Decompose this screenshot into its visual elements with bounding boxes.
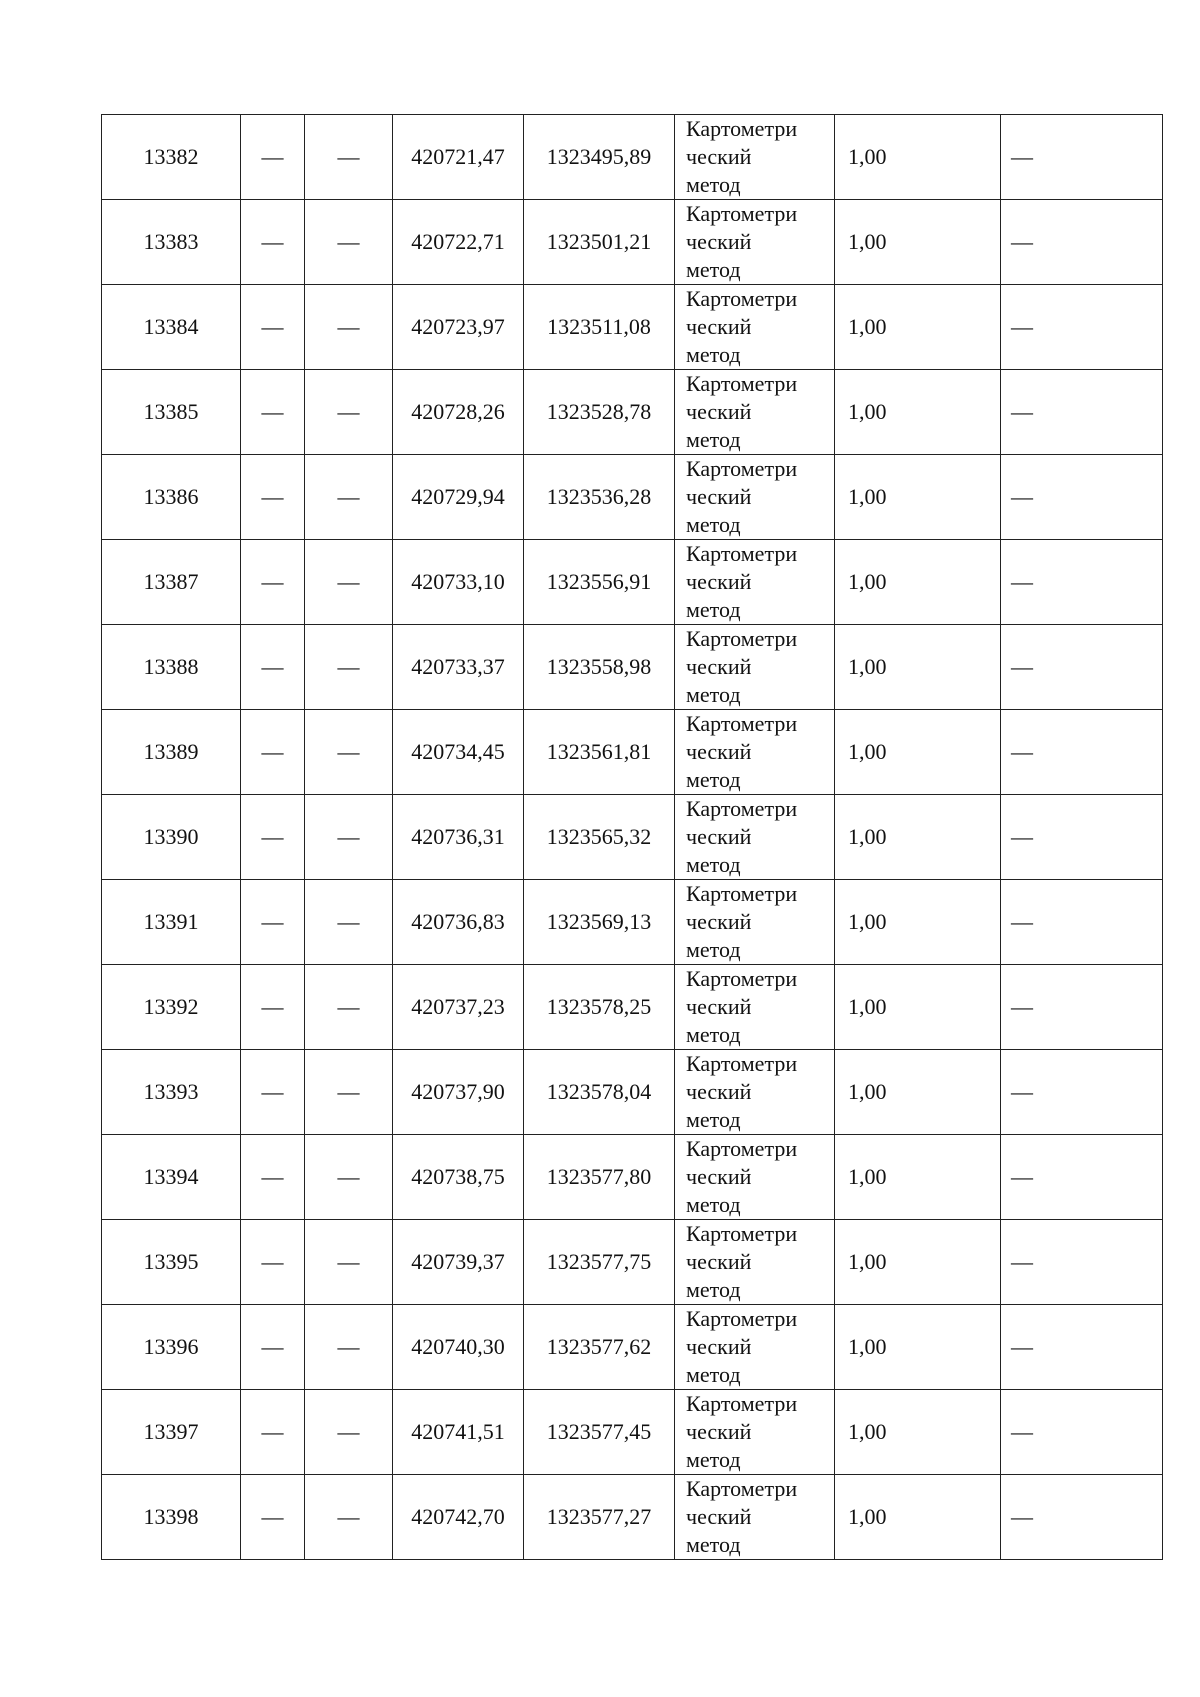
- accuracy-cell: 1,00: [835, 285, 1001, 370]
- x-coordinate-cell: 420738,75: [393, 1135, 524, 1220]
- accuracy-cell: 1,00: [835, 625, 1001, 710]
- method-line: ческий: [686, 1334, 752, 1359]
- accuracy-cell: 1,00: [835, 1475, 1001, 1560]
- method-line: ческий: [686, 909, 752, 934]
- method-line: метод: [686, 1362, 741, 1387]
- y-coordinate-cell: 1323577,62: [524, 1305, 675, 1390]
- y-coordinate-cell: 1323578,04: [524, 1050, 675, 1135]
- y-coordinate-cell: 1323565,32: [524, 795, 675, 880]
- x-coordinate-cell: 420729,94: [393, 455, 524, 540]
- empty-cell-2: —: [241, 285, 305, 370]
- method-line: Картометри: [686, 116, 798, 141]
- empty-cell-3: —: [305, 795, 393, 880]
- method-cell: [675, 965, 835, 1050]
- accuracy-cell: 1,00: [835, 200, 1001, 285]
- method-line: ческий: [686, 399, 752, 424]
- method-line: ческий: [686, 739, 752, 764]
- x-coordinate-cell: 420739,37: [393, 1220, 524, 1305]
- empty-cell-3: —: [305, 710, 393, 795]
- method-line: метод: [686, 767, 741, 792]
- table-row: [102, 625, 1163, 710]
- method-cell: [675, 455, 835, 540]
- method-line: метод: [686, 172, 741, 197]
- point-number-cell: 13393: [102, 1050, 241, 1135]
- x-coordinate-cell: 420737,90: [393, 1050, 524, 1135]
- accuracy-cell: 1,00: [835, 540, 1001, 625]
- method-cell: [675, 1220, 835, 1305]
- method-line: ческий: [686, 484, 752, 509]
- method-line: ческий: [686, 824, 752, 849]
- method-cell: [675, 710, 835, 795]
- point-number-cell: 13396: [102, 1305, 241, 1390]
- empty-cell-3: —: [305, 1305, 393, 1390]
- method-line: ческий: [686, 314, 752, 339]
- method-line: метод: [686, 512, 741, 537]
- x-coordinate-cell: 420734,45: [393, 710, 524, 795]
- table-row: [102, 115, 1163, 200]
- empty-cell-2: —: [241, 1305, 305, 1390]
- x-coordinate-cell: 420723,97: [393, 285, 524, 370]
- accuracy-cell: 1,00: [835, 795, 1001, 880]
- empty-cell-2: —: [241, 1220, 305, 1305]
- method-line: ческий: [686, 1164, 752, 1189]
- empty-cell-8: —: [1001, 370, 1163, 455]
- method-line: ческий: [686, 994, 752, 1019]
- empty-cell-2: —: [241, 1475, 305, 1560]
- empty-cell-8: —: [1001, 540, 1163, 625]
- empty-cell-3: —: [305, 625, 393, 710]
- method-cell: [675, 880, 835, 965]
- method-line: Картометри: [686, 1136, 798, 1161]
- accuracy-cell: 1,00: [835, 115, 1001, 200]
- method-cell: [675, 1050, 835, 1135]
- empty-cell-2: —: [241, 1135, 305, 1220]
- method-line: метод: [686, 1447, 741, 1472]
- method-line: ческий: [686, 229, 752, 254]
- accuracy-cell: 1,00: [835, 1390, 1001, 1475]
- table-row: [102, 795, 1163, 880]
- empty-cell-3: —: [305, 200, 393, 285]
- method-line: Картометри: [686, 626, 798, 651]
- empty-cell-8: —: [1001, 880, 1163, 965]
- empty-cell-3: —: [305, 455, 393, 540]
- method-line: ческий: [686, 1419, 752, 1444]
- accuracy-cell: 1,00: [835, 455, 1001, 540]
- method-line: Картометри: [686, 1391, 798, 1416]
- empty-cell-8: —: [1001, 1220, 1163, 1305]
- x-coordinate-cell: 420728,26: [393, 370, 524, 455]
- method-line: метод: [686, 257, 741, 282]
- method-line: Картометри: [686, 371, 798, 396]
- coordinates-table: [101, 114, 1163, 1560]
- point-number-cell: 13394: [102, 1135, 241, 1220]
- method-line: ческий: [686, 144, 752, 169]
- empty-cell-3: —: [305, 540, 393, 625]
- method-line: ческий: [686, 569, 752, 594]
- method-line: Картометри: [686, 541, 798, 566]
- point-number-cell: 13382: [102, 115, 241, 200]
- table-row: [102, 285, 1163, 370]
- empty-cell-2: —: [241, 625, 305, 710]
- empty-cell-3: —: [305, 370, 393, 455]
- table-row: [102, 200, 1163, 285]
- x-coordinate-cell: 420740,30: [393, 1305, 524, 1390]
- point-number-cell: 13386: [102, 455, 241, 540]
- method-cell: [675, 1305, 835, 1390]
- table-row: [102, 1220, 1163, 1305]
- empty-cell-3: —: [305, 1220, 393, 1305]
- empty-cell-2: —: [241, 455, 305, 540]
- x-coordinate-cell: 420742,70: [393, 1475, 524, 1560]
- method-line: Картометри: [686, 796, 798, 821]
- point-number-cell: 13392: [102, 965, 241, 1050]
- empty-cell-3: —: [305, 1135, 393, 1220]
- accuracy-cell: 1,00: [835, 370, 1001, 455]
- x-coordinate-cell: 420721,47: [393, 115, 524, 200]
- method-cell: [675, 115, 835, 200]
- table-body: [102, 115, 1163, 1560]
- y-coordinate-cell: 1323511,08: [524, 285, 675, 370]
- method-line: метод: [686, 682, 741, 707]
- empty-cell-8: —: [1001, 710, 1163, 795]
- point-number-cell: 13391: [102, 880, 241, 965]
- empty-cell-3: —: [305, 1050, 393, 1135]
- method-cell: [675, 285, 835, 370]
- method-line: Картометри: [686, 966, 798, 991]
- point-number-cell: 13385: [102, 370, 241, 455]
- method-line: метод: [686, 1107, 741, 1132]
- empty-cell-8: —: [1001, 965, 1163, 1050]
- method-line: ческий: [686, 654, 752, 679]
- method-line: Картометри: [686, 881, 798, 906]
- accuracy-cell: 1,00: [835, 1135, 1001, 1220]
- x-coordinate-cell: 420741,51: [393, 1390, 524, 1475]
- y-coordinate-cell: 1323577,27: [524, 1475, 675, 1560]
- empty-cell-3: —: [305, 285, 393, 370]
- point-number-cell: 13397: [102, 1390, 241, 1475]
- method-line: Картометри: [686, 201, 798, 226]
- accuracy-cell: 1,00: [835, 880, 1001, 965]
- empty-cell-8: —: [1001, 285, 1163, 370]
- point-number-cell: 13395: [102, 1220, 241, 1305]
- empty-cell-3: —: [305, 880, 393, 965]
- method-cell: [675, 1135, 835, 1220]
- x-coordinate-cell: 420722,71: [393, 200, 524, 285]
- y-coordinate-cell: 1323495,89: [524, 115, 675, 200]
- method-line: метод: [686, 1277, 741, 1302]
- table-row: [102, 455, 1163, 540]
- empty-cell-2: —: [241, 540, 305, 625]
- method-cell: [675, 200, 835, 285]
- table-row: [102, 965, 1163, 1050]
- table-row: [102, 1305, 1163, 1390]
- method-cell: [675, 540, 835, 625]
- method-line: метод: [686, 597, 741, 622]
- table-row: [102, 1390, 1163, 1475]
- empty-cell-8: —: [1001, 455, 1163, 540]
- x-coordinate-cell: 420736,83: [393, 880, 524, 965]
- empty-cell-2: —: [241, 795, 305, 880]
- y-coordinate-cell: 1323558,98: [524, 625, 675, 710]
- point-number-cell: 13390: [102, 795, 241, 880]
- table-row: [102, 1475, 1163, 1560]
- x-coordinate-cell: 420737,23: [393, 965, 524, 1050]
- y-coordinate-cell: 1323577,80: [524, 1135, 675, 1220]
- method-line: Картометри: [686, 286, 798, 311]
- empty-cell-3: —: [305, 965, 393, 1050]
- empty-cell-8: —: [1001, 1475, 1163, 1560]
- y-coordinate-cell: 1323578,25: [524, 965, 675, 1050]
- empty-cell-2: —: [241, 200, 305, 285]
- point-number-cell: 13384: [102, 285, 241, 370]
- method-cell: [675, 1390, 835, 1475]
- accuracy-cell: 1,00: [835, 710, 1001, 795]
- empty-cell-8: —: [1001, 1050, 1163, 1135]
- method-line: Картометри: [686, 1221, 798, 1246]
- point-number-cell: 13388: [102, 625, 241, 710]
- method-line: Картометри: [686, 456, 798, 481]
- accuracy-cell: 1,00: [835, 1050, 1001, 1135]
- empty-cell-8: —: [1001, 1390, 1163, 1475]
- method-line: метод: [686, 852, 741, 877]
- x-coordinate-cell: 420733,37: [393, 625, 524, 710]
- accuracy-cell: 1,00: [835, 965, 1001, 1050]
- method-cell: [675, 1475, 835, 1560]
- method-line: метод: [686, 427, 741, 452]
- empty-cell-8: —: [1001, 1135, 1163, 1220]
- y-coordinate-cell: 1323556,91: [524, 540, 675, 625]
- y-coordinate-cell: 1323569,13: [524, 880, 675, 965]
- empty-cell-3: —: [305, 1475, 393, 1560]
- method-line: ческий: [686, 1504, 752, 1529]
- method-cell: [675, 795, 835, 880]
- x-coordinate-cell: 420736,31: [393, 795, 524, 880]
- method-line: ческий: [686, 1249, 752, 1274]
- method-line: Картометри: [686, 1476, 798, 1501]
- empty-cell-8: —: [1001, 795, 1163, 880]
- empty-cell-8: —: [1001, 625, 1163, 710]
- method-line: метод: [686, 1192, 741, 1217]
- empty-cell-2: —: [241, 115, 305, 200]
- table-row: [102, 880, 1163, 965]
- method-line: Картометри: [686, 1306, 798, 1331]
- method-line: метод: [686, 342, 741, 367]
- method-cell: [675, 370, 835, 455]
- empty-cell-2: —: [241, 965, 305, 1050]
- point-number-cell: 13389: [102, 710, 241, 795]
- point-number-cell: 13387: [102, 540, 241, 625]
- method-line: ческий: [686, 1079, 752, 1104]
- method-cell: [675, 625, 835, 710]
- empty-cell-3: —: [305, 115, 393, 200]
- empty-cell-8: —: [1001, 115, 1163, 200]
- table-row: [102, 710, 1163, 795]
- point-number-cell: 13383: [102, 200, 241, 285]
- y-coordinate-cell: 1323561,81: [524, 710, 675, 795]
- y-coordinate-cell: 1323577,75: [524, 1220, 675, 1305]
- empty-cell-3: —: [305, 1390, 393, 1475]
- table-row: [102, 1050, 1163, 1135]
- table-row: [102, 1135, 1163, 1220]
- y-coordinate-cell: 1323501,21: [524, 200, 675, 285]
- table-row: [102, 370, 1163, 455]
- empty-cell-2: —: [241, 1050, 305, 1135]
- point-number-cell: 13398: [102, 1475, 241, 1560]
- y-coordinate-cell: 1323536,28: [524, 455, 675, 540]
- method-line: Картометри: [686, 1051, 798, 1076]
- y-coordinate-cell: 1323528,78: [524, 370, 675, 455]
- empty-cell-2: —: [241, 880, 305, 965]
- empty-cell-2: —: [241, 1390, 305, 1475]
- empty-cell-8: —: [1001, 1305, 1163, 1390]
- table-row: [102, 540, 1163, 625]
- method-line: метод: [686, 1022, 741, 1047]
- empty-cell-2: —: [241, 710, 305, 795]
- accuracy-cell: 1,00: [835, 1220, 1001, 1305]
- empty-cell-2: —: [241, 370, 305, 455]
- y-coordinate-cell: 1323577,45: [524, 1390, 675, 1475]
- method-line: метод: [686, 1532, 741, 1557]
- accuracy-cell: 1,00: [835, 1305, 1001, 1390]
- x-coordinate-cell: 420733,10: [393, 540, 524, 625]
- method-line: метод: [686, 937, 741, 962]
- method-line: Картометри: [686, 711, 798, 736]
- empty-cell-8: —: [1001, 200, 1163, 285]
